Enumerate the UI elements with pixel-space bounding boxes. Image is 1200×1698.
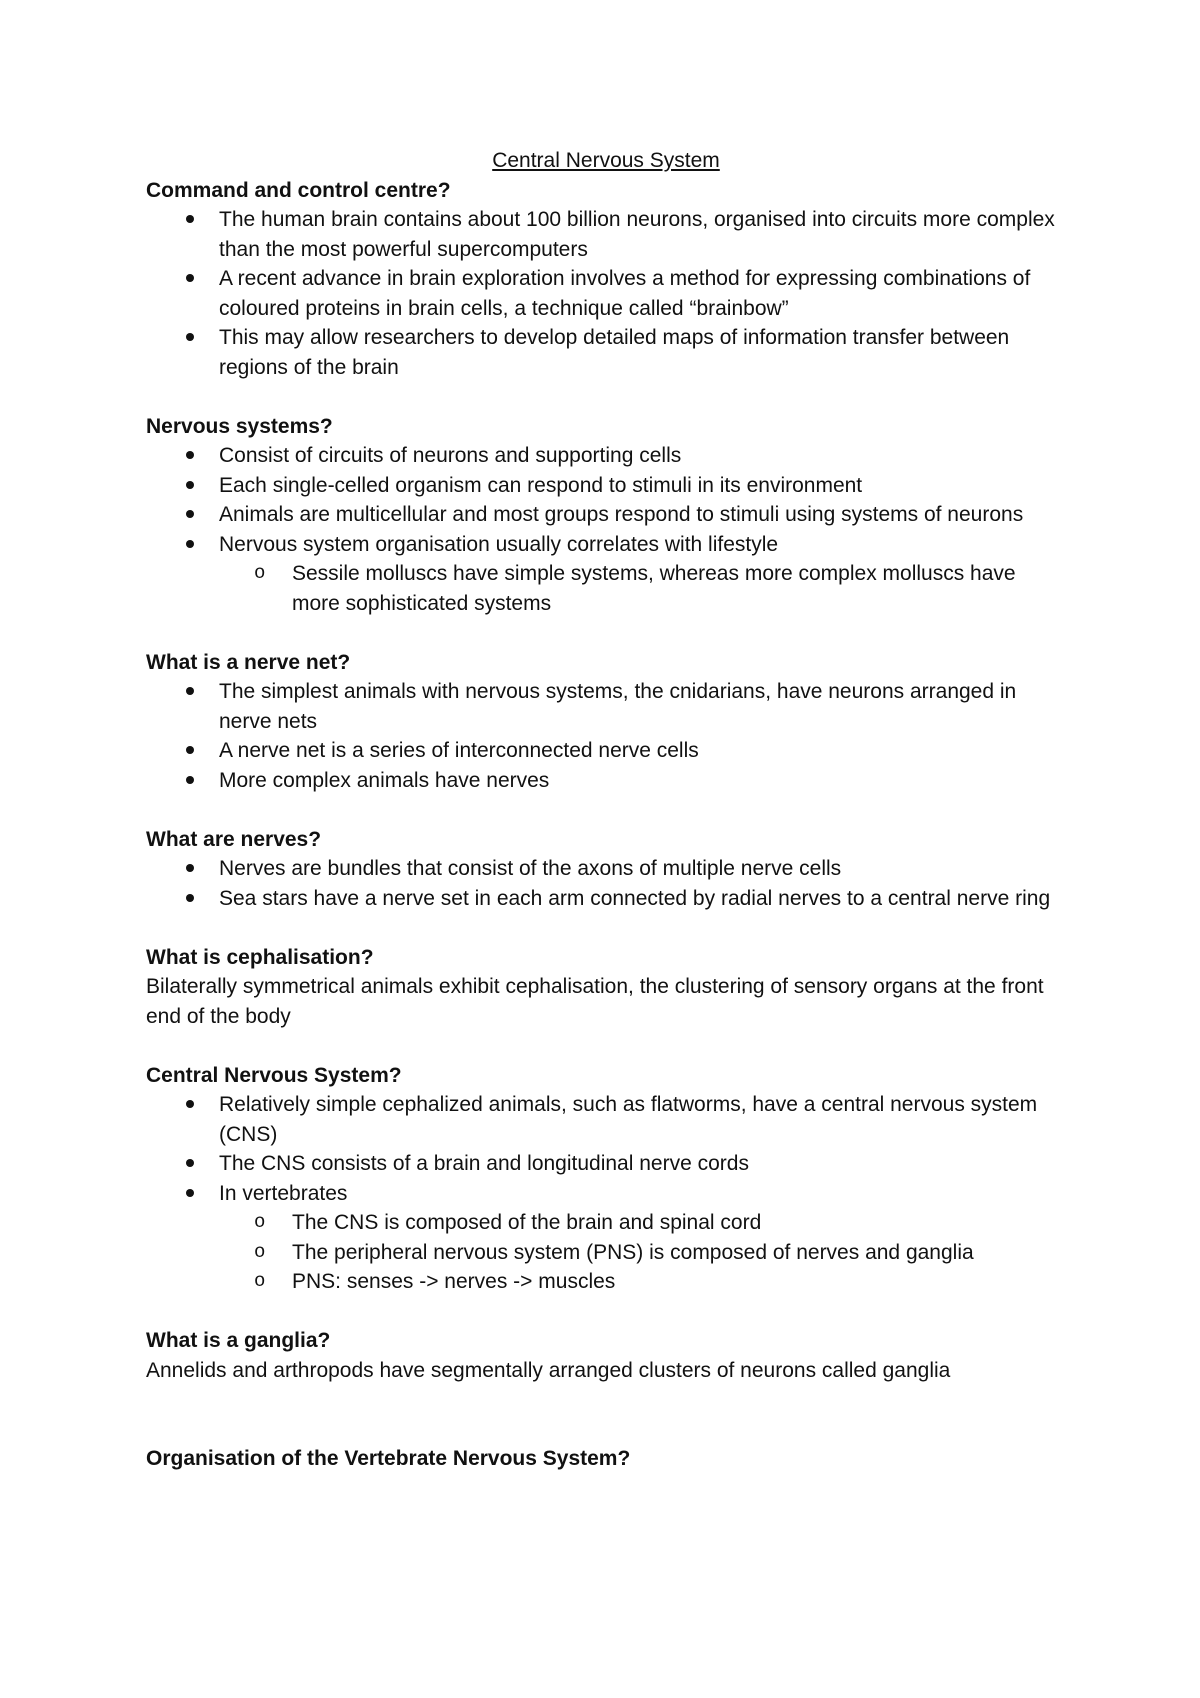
section-cns — [146, 1061, 1066, 1297]
list-item: A nerve net is a series of interconnected nerve cells — [146, 736, 1066, 766]
section-heading: Command and control centre? — [146, 178, 451, 202]
section-heading: What is a ganglia? — [146, 1329, 331, 1352]
sub-list-item: o Sessile molluscs have simple systems, whereas more complex molluscs have more sophisticated systems — [219, 559, 1066, 618]
section-nervous-systems — [146, 412, 1066, 619]
section-nerve-net — [146, 648, 1066, 796]
section-paragraph: Bilaterally symmetrical animals exhibit cephalisation, the clustering of sensory organs at the front end of the body — [146, 975, 1044, 1028]
section-paragraph: Annelids and arthropods have segmentally arranged clusters of neurons called ganglia — [146, 1358, 951, 1382]
sub-bullet-list — [146, 559, 1066, 618]
section-ganglia — [146, 1326, 1066, 1385]
document-page — [146, 146, 1066, 1503]
section-heading: Central Nervous System? — [146, 1063, 402, 1087]
sub-bullet-list — [146, 1208, 1066, 1297]
bullet-list — [146, 1090, 1066, 1208]
list-item: Relatively simple cephalized animals, such as flatworms, have a central nervous system (CNS) — [146, 1090, 1066, 1149]
section-command-control — [146, 176, 1066, 383]
list-item: Sea stars have a nerve set in each arm connected by radial nerves to a central nerve ring — [146, 884, 1066, 914]
list-item: The CNS consists of a brain and longitudinal nerve cords — [146, 1149, 1066, 1179]
sub-list-item: o PNS: senses -> nerves -> muscles — [219, 1267, 1066, 1297]
bullet-list — [146, 677, 1066, 795]
list-item: Animals are multicellular and most groups respond to stimuli using systems of neurons — [146, 500, 1066, 530]
section-vertebrate-organisation — [146, 1444, 1066, 1474]
sub-list-item: o The peripheral nervous system (PNS) is composed of nerves and ganglia — [219, 1238, 1066, 1268]
sub-list-item: o The CNS is composed of the brain and spinal cord — [219, 1208, 1066, 1238]
section-heading: What are nerves? — [146, 827, 322, 851]
page-title: Central Nervous System — [492, 149, 720, 172]
bullet-list — [146, 854, 1066, 913]
list-item: More complex animals have nerves — [146, 766, 1066, 796]
section-heading: What is cephalisation? — [146, 945, 374, 969]
list-item: Each single-celled organism can respond to stimuli in its environment — [146, 471, 1066, 501]
bullet-list — [146, 205, 1066, 382]
bullet-list — [146, 441, 1066, 559]
list-item: Consist of circuits of neurons and supporting cells — [146, 441, 1066, 471]
section-cephalisation — [146, 943, 1066, 1032]
list-item: Nervous system organisation usually correlates with lifestyle — [146, 530, 1066, 560]
list-item: The human brain contains about 100 billion neurons, organised into circuits more complex than the most powerful supercomputers — [146, 205, 1066, 264]
section-heading: What is a nerve net? — [146, 650, 351, 674]
blank-line — [146, 1415, 1066, 1445]
section-heading: Nervous systems? — [146, 414, 333, 438]
section-heading: Organisation of the Vertebrate Nervous System? — [146, 1447, 631, 1470]
list-item: In vertebrates — [146, 1179, 1066, 1209]
list-item: Nerves are bundles that consist of the axons of multiple nerve cells — [146, 854, 1066, 884]
list-item: The simplest animals with nervous systems, the cnidarians, have neurons arranged in nerve nets — [146, 677, 1066, 736]
list-item: This may allow researchers to develop detailed maps of information transfer between regions of the brain — [146, 323, 1066, 382]
section-nerves — [146, 825, 1066, 914]
list-item: A recent advance in brain exploration involves a method for expressing combinations of coloured proteins in brain cells, a technique called “brainbow” — [146, 264, 1066, 323]
